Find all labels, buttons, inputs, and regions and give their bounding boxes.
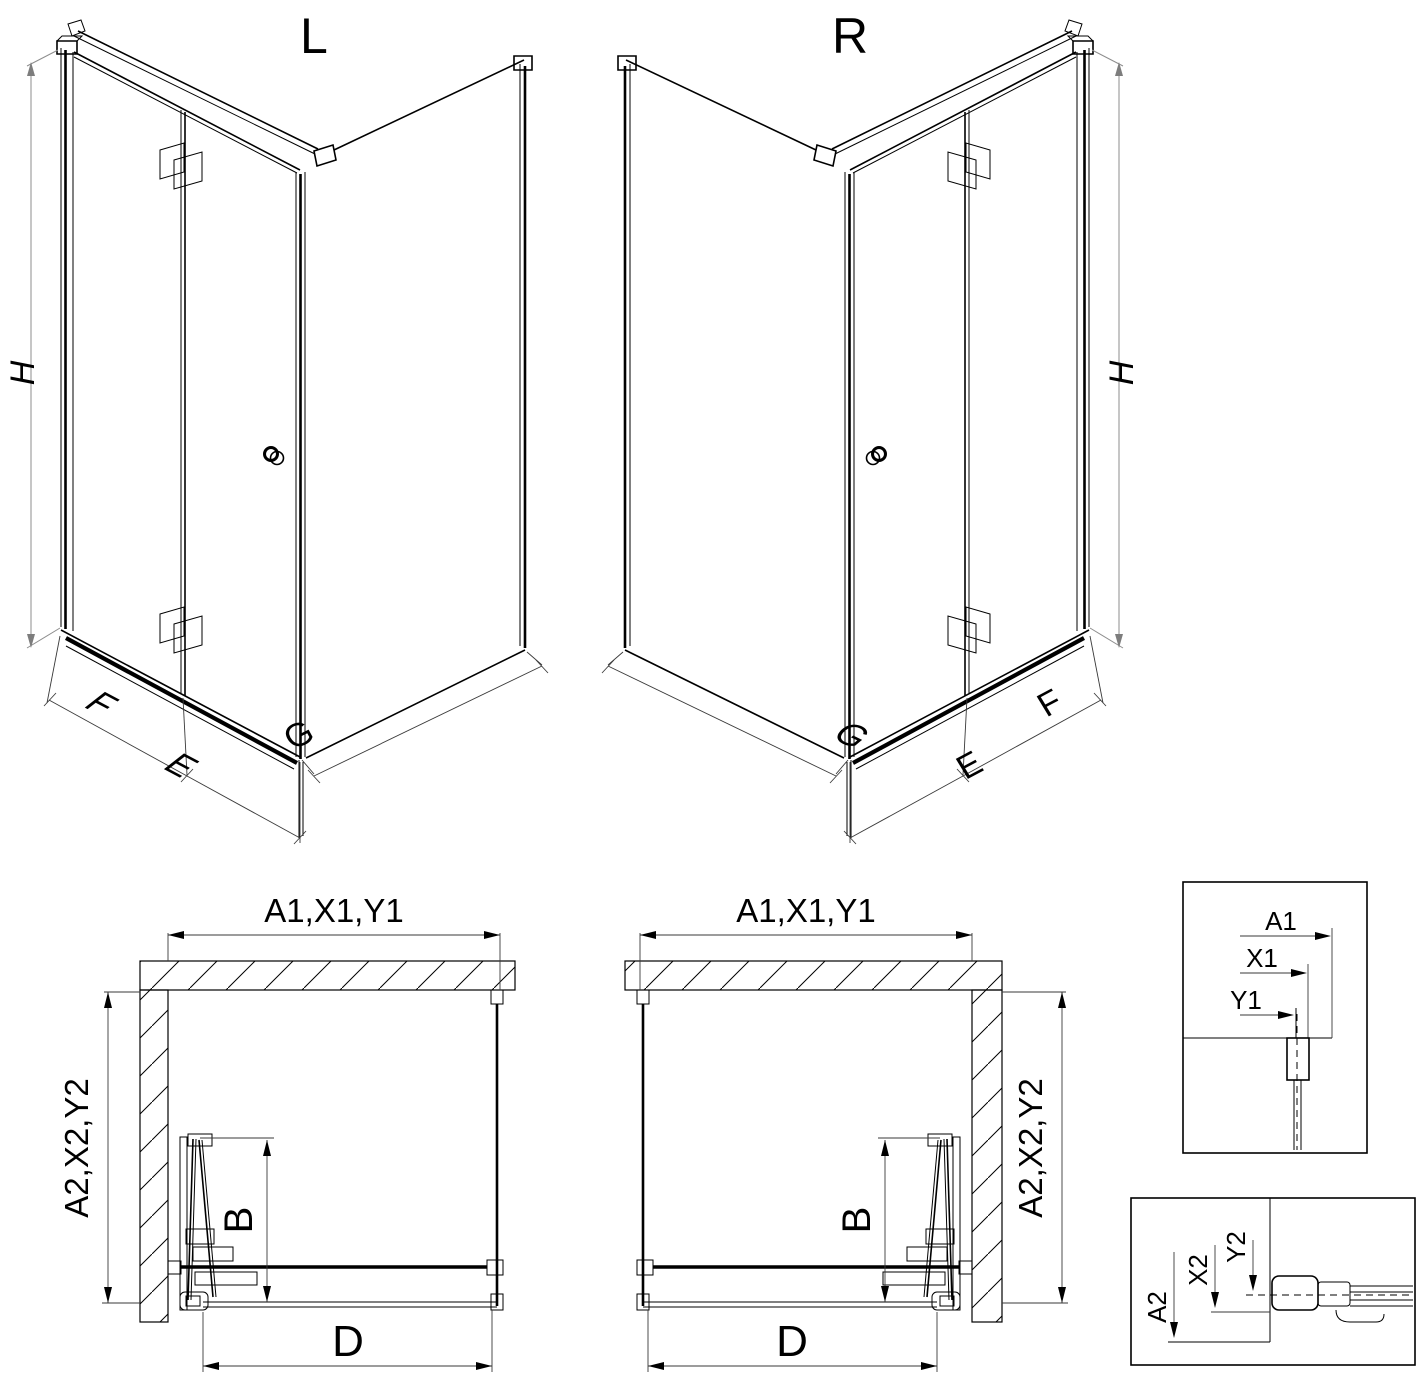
plan-left-width-dim-label: A1,X1,Y1 — [264, 892, 404, 929]
plan-left-door-dim-label: B — [217, 1206, 261, 1234]
wall-top-plan-left — [140, 961, 515, 990]
door-knob-left — [265, 448, 284, 465]
dim-label-f-left: F — [78, 684, 123, 723]
detail-a2-label: A2 — [1142, 1291, 1172, 1323]
bifold-door-right — [850, 52, 1089, 757]
dim-side-right — [602, 652, 875, 783]
door-knob-right — [867, 448, 886, 465]
dim-door-plan-right — [835, 1138, 940, 1302]
plan-left-depth-dim-label: A2,X2,Y2 — [58, 1078, 95, 1218]
isometric-view-right — [602, 8, 1141, 844]
glass-panel-plan-right — [637, 990, 649, 1310]
dim-label-h-left: H — [4, 360, 42, 386]
plan-left-entry-dim-label: D — [332, 1317, 364, 1366]
view-label-left: L — [300, 8, 328, 64]
top-support-bar-left — [68, 20, 336, 166]
side-panel-right — [618, 56, 844, 758]
side-panel-left — [306, 56, 532, 758]
plan-right-width-dim-label: A1,X1,Y1 — [736, 892, 876, 929]
dim-side-left — [275, 652, 548, 783]
detail-x1-label: X1 — [1246, 943, 1278, 973]
dim-label-g-left: G — [274, 714, 324, 757]
isometric-view-left — [4, 8, 548, 844]
detail-bottom-profile — [1131, 1198, 1415, 1365]
plan-right-door-dim-label: B — [835, 1206, 879, 1234]
dim-height-right — [1090, 50, 1141, 648]
dim-entry-plan-left — [203, 1310, 492, 1372]
threshold-plan-right — [643, 1302, 937, 1307]
view-label-right: R — [832, 8, 869, 64]
glass-panel-plan-left — [491, 990, 503, 1310]
detail-top-profile — [1183, 882, 1367, 1153]
plan-right-entry-dim-label: D — [776, 1317, 808, 1366]
wall-top-plan-right — [625, 961, 1002, 990]
dim-label-f-right: F — [1027, 684, 1072, 723]
folded-door-plan-right — [883, 1134, 960, 1310]
detail-y1-label: Y1 — [1230, 985, 1262, 1015]
plan-view-right — [625, 892, 1068, 1372]
dim-label-e-right: E — [946, 746, 993, 786]
dim-height-left — [4, 50, 60, 648]
plan-view-left — [58, 892, 515, 1372]
dim-label-g-right: G — [826, 714, 876, 757]
wall-profile-left — [57, 36, 82, 631]
detail-y2-label: Y2 — [1221, 1231, 1251, 1263]
bifold-door-left — [61, 52, 300, 757]
dim-entry-plan-right — [648, 1310, 937, 1372]
plan-right-depth-dim-label: A2,X2,Y2 — [1012, 1078, 1049, 1218]
detail-a1-label: A1 — [1265, 906, 1297, 936]
wall-profile-right — [1068, 36, 1093, 631]
dim-depth-plan-left — [58, 992, 140, 1303]
detail-x2-label: X2 — [1183, 1254, 1213, 1286]
wall-side-plan-right — [972, 990, 1002, 1322]
wall-side-plan-left — [140, 990, 168, 1322]
dim-depth-plan-right — [1002, 992, 1068, 1303]
dim-label-e-left: E — [157, 746, 204, 786]
stabilizer-bar-plan-right — [637, 1260, 972, 1275]
dim-label-h-right: H — [1103, 360, 1141, 386]
threshold-plan-left — [203, 1302, 497, 1307]
stabilizer-bar-plan-left — [168, 1260, 503, 1275]
